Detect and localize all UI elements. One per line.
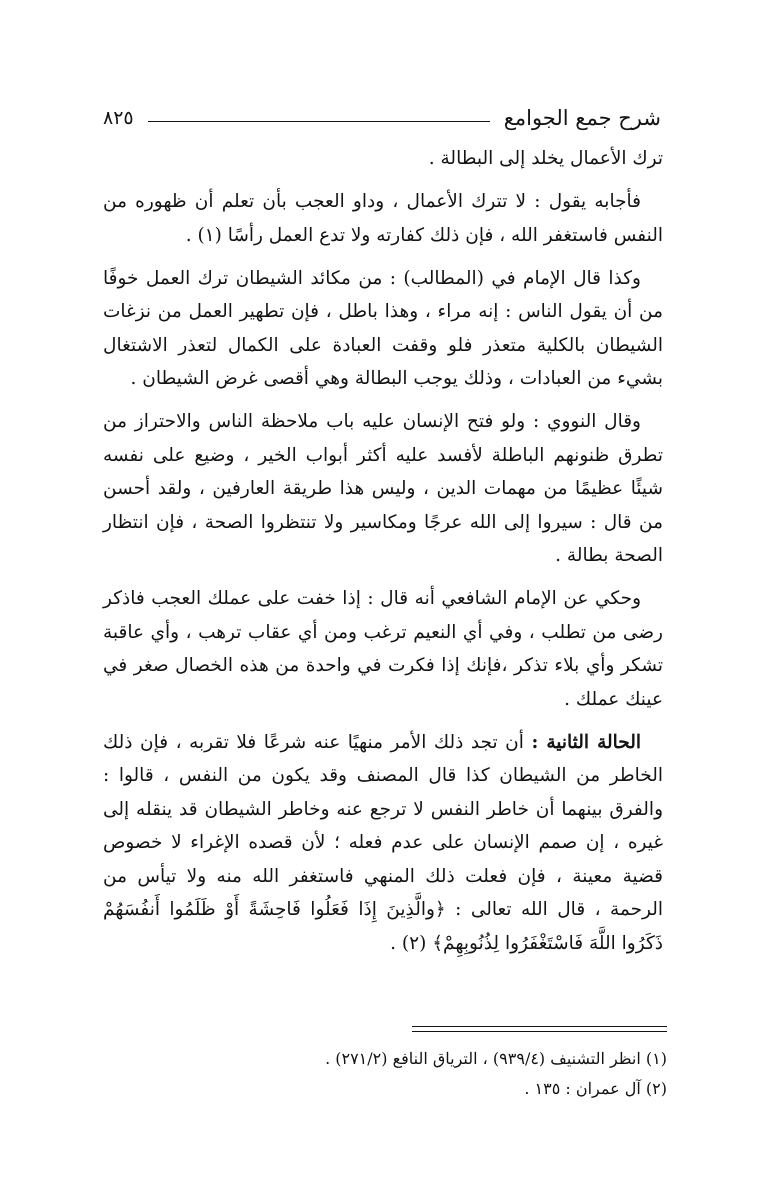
header-rule	[148, 121, 490, 122]
paragraph: وكذا قال الإمام في (المطالب) : من مكائد الشيطان ترك العمل خوفًا من أن يقول الناس : إنه مراء ، وهذا باطل ، فإن تطهير العمل من نزغات الشيطان بالكلية متعذر فلو وقفت العبادة على الكمال لتعذر الاشتغال بشيء من العبادات ، وذلك يوجب البطالة وهي أقصى غرض الشيطان .	[103, 267, 663, 389]
footnote-separator	[412, 1026, 667, 1032]
running-header	[103, 100, 661, 136]
paragraph: فأجابه يقول : لا تترك الأعمال ، وداو العجب بأن تعلم أن ظهوره من النفس فاستغفر الله ، فإن ذلك كفارته ولا تدع العمل رأسًا (١) .	[103, 191, 663, 246]
paragraph: وقال النووي : ولو فتح الإنسان عليه باب ملاحظة الناس والاحتراز من تطرق ظنونهم الباطلة لأفسد عليه أكثر أبواب الخير ، وضيع على نفسه شيئًا عظيمًا من مهمات الدين ، وليس هذا طريقة العارفين ، ولقد أحسن من قال : سيروا إلى الله عرجًا ومكاسير ولا تنتظروا الصحة ، فإن انتظار الصحة بطالة .	[103, 411, 663, 566]
case-two-paragraph	[103, 726, 663, 961]
footnote-ref: (٢) .	[390, 932, 433, 954]
footnote-item: (٢) آل عمران : ١٣٥ .	[524, 1079, 667, 1098]
footnote-item: (١) انظر التشنيف (٩٣٩/٤) ، الترياق النافع (٢٧١/٢) .	[325, 1049, 667, 1068]
page-number: ٨٢٥	[103, 107, 134, 129]
case-two-text: أن تجد ذلك الأمر منهيًا عنه شرعًا فلا تقربه ، فإن ذلك الخاطر من الشيطان كذا قال المصنف وقد يكون من النفس ، قالوا : والفرق بينهما أن خاطر النفس لا ترجع عنه وخاطر الشيطان قد ينقله إلى غيره ، إن صمم الإنسان على عدم فعله ؛ لأن قصده الإغراء لا خصوص قضية معينة ، فإن فعلت ذلك المنهي فاستغفر الله منه ولا تيأس من الرحمة ، قال الله تعالى :	[103, 731, 663, 920]
case-two-heading: الحالة الثانية :	[531, 731, 641, 753]
paragraph: وحكي عن الإمام الشافعي أنه قال : إذا خفت على عملك العجب فاذكر رضى من تطلب ، وفي أي النعيم ترغب ومن أي عقاب ترهب ، وأي عاقبة تشكر وأي بلاء تذكر ،فإنك إذا فكرت في واحدة من هذه الخصال صغر في عينك عملك .	[103, 588, 663, 710]
footnotes	[107, 1044, 667, 1104]
paragraph: ترك الأعمال يخلد إلى البطالة .	[428, 148, 663, 169]
header-title: شرح جمع الجوامع	[503, 106, 661, 130]
main-text	[103, 142, 663, 970]
quran-verse: ﴿والَّذِينَ إِذَا فَعَلُوا فَاحِشَةً أَوْ ظَلَمُوا أَنفُسَهُمْ ذَكَرُوا اللَّهَ فَاسْتَغْفَرُوا لِذُنُوبِهِمْ﴾	[103, 899, 663, 954]
